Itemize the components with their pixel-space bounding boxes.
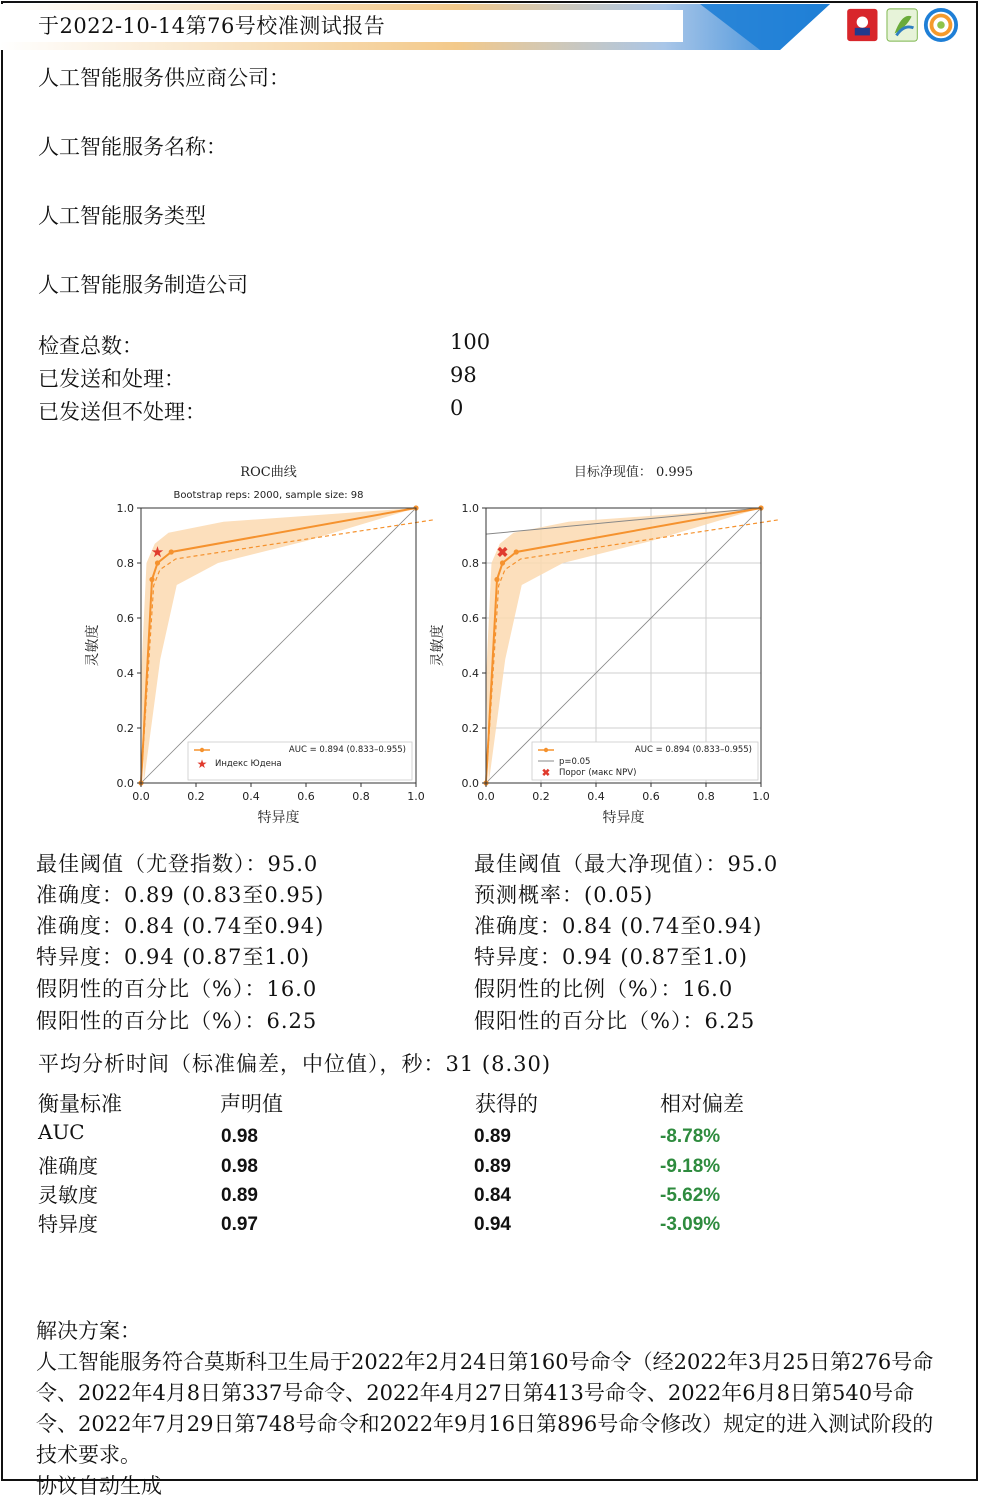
stat-left-1: 准确度：0.89 (0.83至0.95) [36,883,325,907]
x-tick-label: 0.6 [642,790,660,803]
x-tick-label: 0.8 [352,790,370,803]
metric-deviation: -9.18% [660,1156,721,1177]
y-tick-label: 0.2 [461,722,479,735]
metric-name: 灵敏度 [38,1183,98,1207]
processed-count-value: 98 [450,363,477,387]
metric-deviation: -3.09% [660,1214,721,1235]
y-tick-label: 0.4 [116,667,134,680]
processed-count-label: 已发送和处理： [38,367,185,391]
stat-left-2: 准确度：0.84 (0.74至0.94) [36,914,325,938]
stat-left-5: 假阳性的百分比（%）：6.25 [36,1009,318,1033]
legend-point-swatch [200,748,204,752]
npv-marker: ✖ [496,545,509,561]
stat-right-1: 预测概率：(0.05) [474,883,654,907]
y-tick-label: 0.8 [461,557,479,570]
x-tick-label: 0.0 [132,790,150,803]
chart-title: 目标净现值： 0.995 [573,465,694,480]
header-logos [842,7,967,43]
roc-point [494,577,499,582]
health-department-icon [887,9,917,41]
auc-legend-label: AUC = 0.894 (0.833–0.955) [288,745,406,755]
y-tick-label: 0.0 [461,777,479,790]
metric-name: 准确度 [38,1154,98,1178]
chart-subtitle: Bootstrap reps: 2000, sample size: 98 [173,490,364,501]
service-name-label: 人工智能服务名称： [38,135,227,159]
chart-title: ROC曲线 [240,465,297,480]
y-tick-label: 0.4 [461,667,479,680]
metric-deviation: -8.78% [660,1126,721,1147]
y-tick-label: 1.0 [461,502,479,515]
research-center-icon [926,10,956,40]
conclusion-block [36,1316,936,1502]
roc-point [514,549,519,554]
x-tick-label: 0.0 [477,790,495,803]
x-tick-label: 0.6 [297,790,315,803]
conclusion-text: 人工智能服务符合莫斯科卫生局于2022年2月24日第160号命令（经2022年3月25日第276号命令、2022年4月8日第337号命令、2022年4月27日第413号命令、2022年6月8日第540号命令、2022年7月29日第748号命令和2022年9月16日第896号命令修改）规定的进入测试阶段的技术要求。 [36,1350,934,1467]
x-tick-label: 1.0 [752,790,770,803]
y-tick-label: 0.6 [116,612,134,625]
unprocessed-count-label: 已发送但不处理： [38,400,206,424]
metrics-header-metric: 衡量标准 [38,1092,122,1116]
metric-name: 特异度 [38,1212,98,1236]
x-tick-label: 0.8 [697,790,715,803]
roc-point [169,549,174,554]
x-tick-label: 0.4 [242,790,260,803]
x-tick-label: 0.2 [187,790,205,803]
moscow-coat-of-arms-icon [847,9,877,41]
stat-right-3: 特异度：0.94 (0.87至1.0) [474,945,748,969]
y-tick-label: 0.2 [116,722,134,735]
x-tick-label: 0.4 [587,790,605,803]
stat-right-2: 准确度：0.84 (0.74至0.94) [474,914,763,938]
service-type-label: 人工智能服务类型 [38,204,206,228]
y-tick-label: 0.8 [116,557,134,570]
y-axis-label: 灵敏度 [430,624,446,667]
roc-chart-npv [420,455,780,830]
metric-name: AUC [38,1120,85,1144]
x-tick-label: 0.2 [532,790,550,803]
y-axis-label: 灵敏度 [85,624,101,667]
metric-obtained: 0.94 [474,1214,511,1235]
metrics-header-obtained: 获得的 [475,1092,538,1116]
metric-declared: 0.89 [221,1185,258,1206]
legend-p-label: p=0.05 [559,757,591,767]
supplier-label: 人工智能服务供应商公司： [38,66,290,90]
stat-left-0: 最佳阈值（尤登指数）：95.0 [36,852,319,876]
y-tick-label: 1.0 [116,502,134,515]
auto-generated-note: 协议自动生成 [36,1474,162,1498]
stat-right-0: 最佳阈值（最大净现值）：95.0 [474,852,779,876]
metric-obtained: 0.89 [474,1156,511,1177]
stat-left-4: 假阴性的百分比（%）：16.0 [36,977,318,1001]
metrics-header-deviation: 相对偏差 [660,1092,744,1116]
auc-legend-label: AUC = 0.894 (0.833–0.955) [634,745,752,755]
metric-declared: 0.98 [221,1156,258,1177]
metric-obtained: 0.89 [474,1126,511,1147]
x-axis-label: 特异度 [602,810,645,826]
report-title: 于2022-10-14第76号校准测试报告 [38,14,386,38]
x-tick-label: 1.0 [407,790,425,803]
legend-marker-swatch: ✖ [541,768,551,779]
unprocessed-count-value: 0 [450,396,464,420]
total-count-value: 100 [450,330,491,354]
roc-point [149,577,154,582]
stat-right-4: 假阴性的比例（%）：16.0 [474,977,734,1001]
metrics-header-declared: 声明值 [220,1092,283,1116]
roc-chart-youden [75,455,435,830]
legend-point-swatch [544,748,548,752]
legend-marker-swatch: ★ [196,757,208,771]
roc-point [500,560,505,565]
youden-marker: ★ [150,543,165,561]
metric-declared: 0.98 [221,1126,258,1147]
stat-left-3: 特异度：0.94 (0.87至1.0) [36,945,310,969]
roc-point [155,560,160,565]
legend-marker-label: Порог (макс NPV) [559,768,637,778]
x-axis-label: 特异度 [257,810,300,826]
metric-deviation: -5.62% [660,1185,721,1206]
legend-marker-label: Индекс Юдена [215,759,282,769]
avg-analysis-time: 平均分析时间（标准偏差，中位值），秒：31 (8.30) [38,1052,552,1076]
manufacturer-label: 人工智能服务制造公司 [38,273,248,297]
total-count-label: 检查总数： [38,334,143,358]
metric-obtained: 0.84 [474,1185,511,1206]
y-tick-label: 0.6 [461,612,479,625]
conclusion-heading: 解决方案： [36,1319,141,1343]
stat-right-5: 假阳性的百分比（%）：6.25 [474,1009,756,1033]
metric-declared: 0.97 [221,1214,258,1235]
y-tick-label: 0.0 [116,777,134,790]
